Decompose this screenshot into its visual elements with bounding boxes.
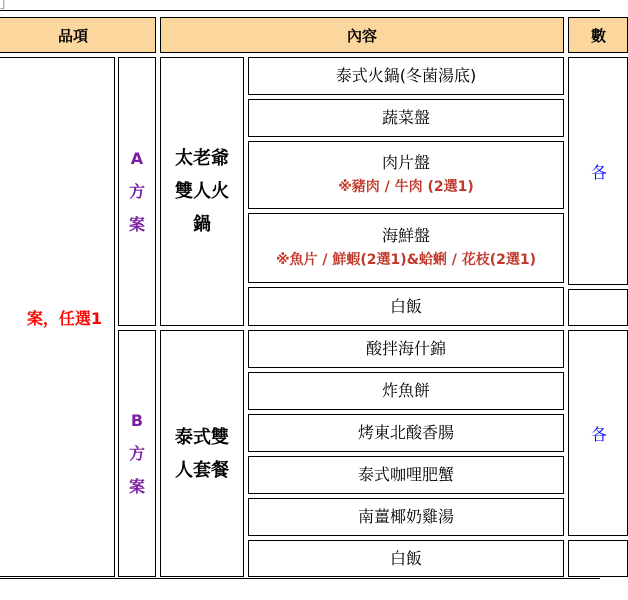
plan-b-letter-cell: [118, 330, 156, 577]
plan-a-row-2: [248, 99, 564, 137]
top-divider: [0, 10, 600, 11]
plan-b-row-3-name: 烤東北酸香腸: [357, 423, 454, 442]
plan-a-price-partial: 各: [591, 162, 608, 182]
plan-a-row-3: [248, 141, 564, 209]
bottom-divider: [0, 578, 600, 579]
plan-b-row-1-name: 酸拌海什錦: [365, 339, 446, 358]
plan-a-row-1-name: 泰式火鍋(冬菌湯底): [335, 66, 477, 85]
plan-b-row-5-name: 南薑椰奶雞湯: [357, 507, 454, 526]
plan-b-row-5: [248, 498, 564, 536]
plan-b-row-2-name: 炸魚餅: [381, 381, 430, 400]
plan-a-letter-3: 案: [128, 215, 145, 234]
header-price-label: 數: [591, 26, 607, 45]
plan-a-row-5: [248, 287, 564, 326]
plan-b-letter-1: B: [130, 411, 144, 430]
plan-a-dish-line-2: 雙人火: [175, 181, 229, 202]
plan-b-row-6-name: 白飯: [389, 548, 422, 568]
plan-b-price-cell: [568, 330, 628, 536]
plan-b-price-partial: 各: [591, 424, 608, 444]
plan-b-row-4-name: 泰式咖哩肥蟹: [357, 465, 454, 484]
plan-a-row-3-name: 肉片盤: [381, 153, 430, 172]
plan-b-row-3: [248, 414, 564, 452]
header-content-label: 內容: [346, 26, 377, 45]
plan-b-dish-cell: [160, 330, 244, 577]
plan-a-dish-line-3: 鍋: [193, 214, 211, 235]
plan-a-row-5-name: 白飯: [389, 296, 422, 316]
plan-a-row-3-note: ※豬肉 / 牛肉 (2選1): [338, 179, 474, 195]
plan-b-row-1: [248, 330, 564, 368]
plan-b-row-4: [248, 456, 564, 494]
option-group-cell: [0, 57, 115, 577]
header-price: [568, 17, 628, 53]
plan-a-letter-cell: [118, 57, 156, 326]
plan-b-letter-2: 方: [128, 444, 145, 463]
option-group-label: 案，任選1: [26, 308, 102, 328]
plan-a-row-1: [248, 57, 564, 95]
plan-b-dish-line-2: 人套餐: [175, 459, 229, 481]
plan-b-row-6: [248, 540, 564, 577]
plan-a-letter-2: 方: [128, 182, 145, 201]
plan-b-row-2: [248, 372, 564, 410]
plan-a-price-rice-cell: [568, 289, 628, 326]
plan-a-letter-1: A: [130, 149, 144, 168]
plan-a-row-4-note: ※魚片 / 鮮蝦(2選1)&蛤蜊 / 花枝(2選1): [275, 252, 537, 268]
plan-a-row-4-name: 海鮮盤: [381, 226, 430, 245]
plan-b-dish-line-1: 泰式雙: [175, 426, 229, 448]
plan-a-row-4: [248, 213, 564, 283]
plan-b-price-rice-cell: [568, 540, 628, 577]
plan-a-price-cell: [568, 57, 628, 285]
plan-a-dish-cell: [160, 57, 244, 326]
header-item: [0, 17, 156, 53]
plan-a-row-2-name: 蔬菜盤: [381, 108, 430, 127]
plan-b-letter-3: 案: [128, 477, 145, 496]
plan-a-dish-line-1: 太老爺: [175, 148, 229, 169]
top-bracket-text: 」: [0, 0, 13, 10]
header-item-label: 品項: [57, 26, 88, 45]
header-content: [160, 17, 564, 53]
